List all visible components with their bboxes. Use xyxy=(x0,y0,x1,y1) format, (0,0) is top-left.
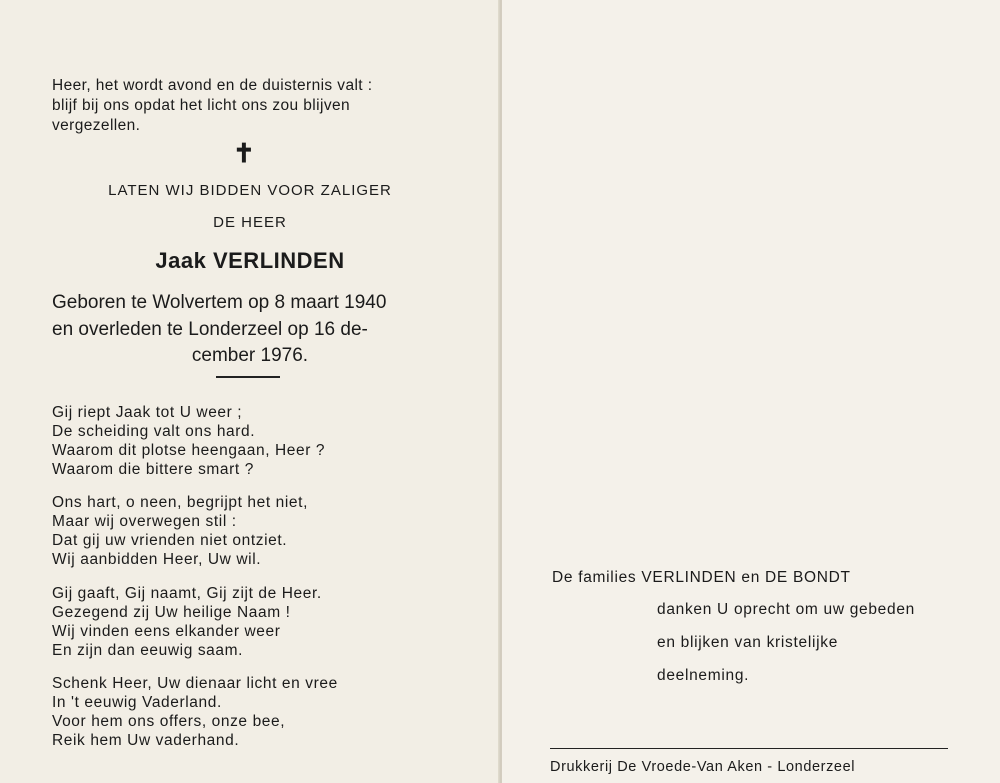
thanks-line-2: danken U oprecht om uw gebeden xyxy=(657,601,915,618)
poem-line: Maar wij overwegen stil : xyxy=(52,513,237,530)
poem-line: En zijn dan eeuwig saam. xyxy=(52,642,244,659)
cross-icon: ✝ xyxy=(233,138,255,168)
poem-line: Waarom die bittere smart ? xyxy=(52,461,254,478)
poem-line: Waarom dit plotse heengaan, Heer ? xyxy=(52,442,326,459)
prayer-heading: LATEN WIJ BIDDEN VOOR ZALIGER xyxy=(108,182,392,199)
divider xyxy=(216,376,280,378)
birth-line-2: en overleden te Londerzeel op 16 de- xyxy=(52,319,368,340)
footer-rule xyxy=(550,748,948,749)
poem-line: Reik hem Uw vaderhand. xyxy=(52,732,240,749)
thanks-line-1: De families VERLINDEN en DE BONDT xyxy=(552,569,851,586)
poem-line: De scheiding valt ons hard. xyxy=(52,423,256,440)
printer-credit: Drukkerij De Vroede-Van Aken - Londerzeel xyxy=(550,759,856,775)
poem-line: Wij aanbidden Heer, Uw wil. xyxy=(52,551,262,568)
thanks-line-4: deelneming. xyxy=(657,667,750,684)
poem-line: Schenk Heer, Uw dienaar licht en vree xyxy=(52,675,338,692)
poem-line: Gezegend zij Uw heilige Naam ! xyxy=(52,604,291,621)
poem-line: In 't eeuwig Vaderland. xyxy=(52,694,222,711)
poem-line: Dat gij uw vrienden niet ontziet. xyxy=(52,532,288,549)
deceased-name: Jaak VERLINDEN xyxy=(155,248,345,273)
poem-line: Gij riept Jaak tot U weer ; xyxy=(52,404,243,421)
poem-line: Gij gaaft, Gij naamt, Gij zijt de Heer. xyxy=(52,585,322,602)
poem-line: Voor hem ons offers, onze bee, xyxy=(52,713,286,730)
right-card-panel xyxy=(502,0,1000,783)
title-heading: DE HEER xyxy=(213,214,287,231)
opening-prayer-line-3: vergezellen. xyxy=(52,117,141,134)
birth-line-3: cember 1976. xyxy=(191,345,309,366)
opening-prayer-line-2: blijf bij ons opdat het licht ons zou blijven xyxy=(52,97,351,114)
poem-line: Ons hart, o neen, begrijpt het niet, xyxy=(52,494,308,511)
opening-prayer-line-1: Heer, het wordt avond en de duisternis valt : xyxy=(52,77,373,94)
birth-line-1: Geboren te Wolvertem op 8 maart 1940 xyxy=(52,292,387,313)
thanks-line-3: en blijken van kristelijke xyxy=(657,634,839,651)
poem-line: Wij vinden eens elkander weer xyxy=(52,623,281,640)
